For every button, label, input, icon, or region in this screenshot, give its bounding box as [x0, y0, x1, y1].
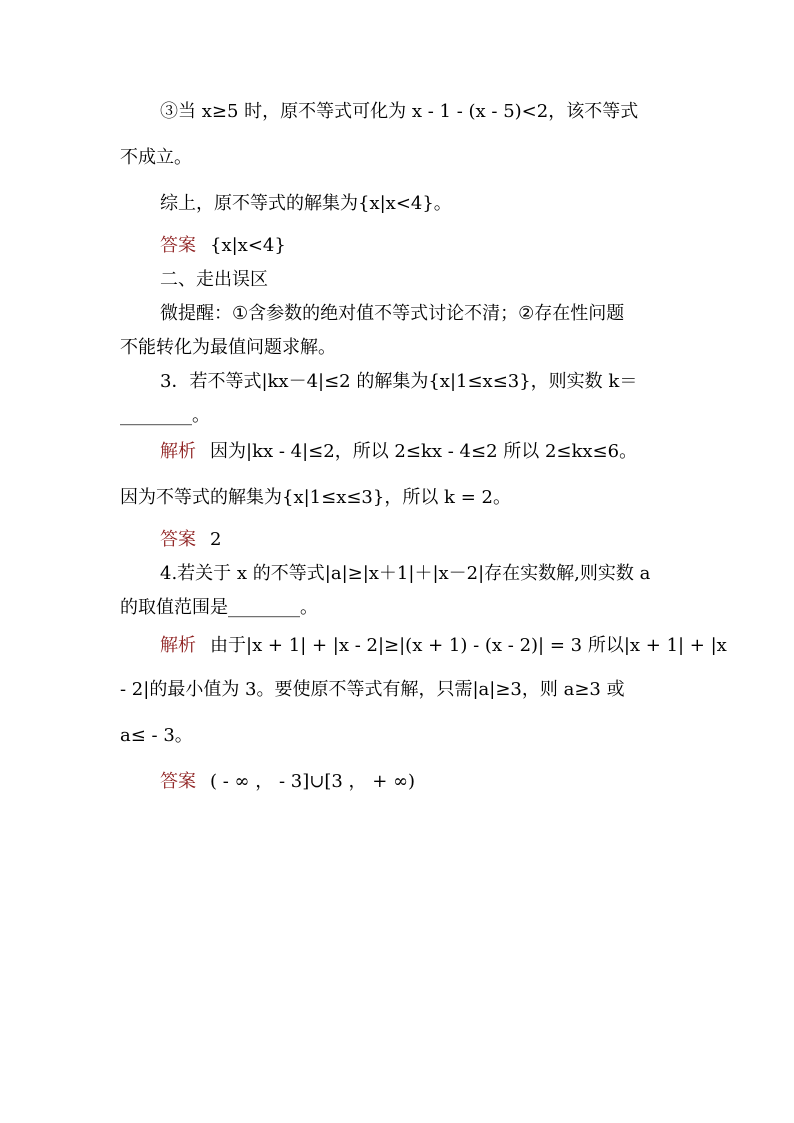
text-line-1: ③当 x≥5 时，原不等式可化为 x - 1 - (x - 5)<2，该不等式 [160, 101, 639, 122]
text-line-2: 不成立。 [120, 147, 192, 168]
question-3: 3．若不等式|kx－4|≤2 的解集为{x|1≤x≤3}，则实数 k＝ [160, 371, 638, 392]
analysis-row-2 [160, 634, 727, 658]
text-line-5: 不能转化为最值问题求解。 [120, 337, 336, 358]
text-line-8: a≤ - 3。 [120, 725, 193, 746]
answer-value-2: 2 [210, 529, 222, 550]
answer-label: 答案 [160, 529, 196, 550]
text-line-3: 综上，原不等式的解集为{x|x<4}。 [160, 193, 452, 214]
answer-row-2 [160, 528, 221, 552]
section-heading: 二、走出误区 [160, 269, 268, 290]
answer-value-3: ( - ∞ ， - 3]∪[3 ， + ∞) [210, 771, 416, 792]
text-line-7: - 2|的最小值为 3。要使原不等式有解，只需|a|≥3，则 a≥3 或 [120, 679, 625, 700]
question-4: 4.若关于 x 的不等式|a|≥|x＋1|＋|x－2|存在实数解,则实数 a [160, 563, 651, 584]
text-line-4: 微提醒：①含参数的绝对值不等式讨论不清；②存在性问题 [160, 303, 625, 324]
question-3-blank: ________。 [120, 405, 210, 426]
analysis-row-1 [160, 440, 637, 464]
analysis-text-2: 由于|x + 1| + |x - 2|≥|(x + 1) - (x - 2)| = 3 所以|x + 1| + |x [210, 635, 727, 656]
answer-row-3 [160, 770, 415, 794]
analysis-text-1: 因为|kx - 4|≤2，所以 2≤kx - 4≤2 所以 2≤kx≤6。 [210, 441, 638, 462]
text-line-6: 因为不等式的解集为{x|1≤x≤3}，所以 k = 2。 [120, 487, 511, 508]
question-4-range: 的取值范围是________。 [120, 597, 318, 618]
analysis-label: 解析 [160, 635, 196, 656]
answer-label: 答案 [160, 771, 196, 792]
answer-value-1: {x|x<4} [210, 235, 286, 256]
answer-label: 答案 [160, 235, 196, 256]
analysis-label: 解析 [160, 441, 196, 462]
answer-row-1 [160, 234, 286, 258]
